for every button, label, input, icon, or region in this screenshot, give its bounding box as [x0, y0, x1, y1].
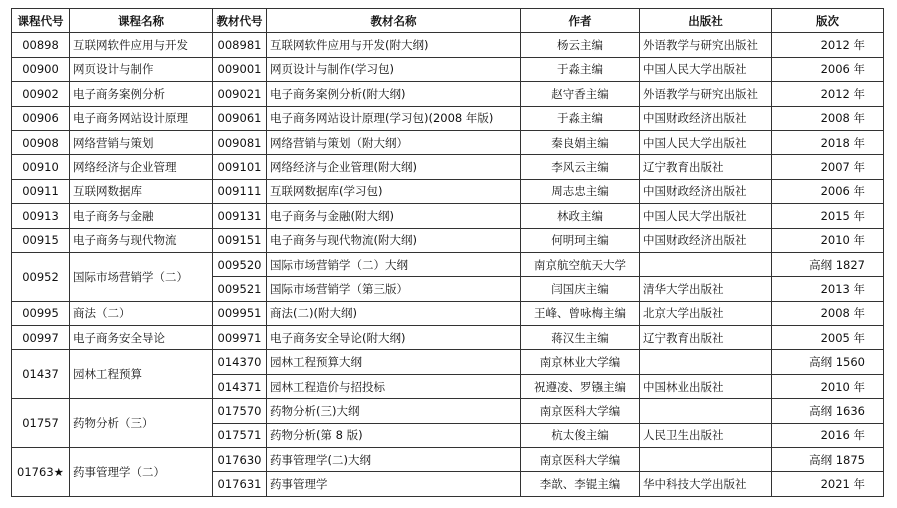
edition-cell: 2021 年: [772, 472, 884, 496]
course-name-cell: 网络经济与企业管理: [70, 155, 213, 179]
header-course-code: 课程代号: [12, 9, 70, 33]
header-publisher: 出版社: [640, 9, 772, 33]
book-title-cell: 互联网数据库(学习包): [267, 179, 521, 203]
publisher-cell: 中国林业出版社: [640, 374, 772, 398]
book-title-cell: 电子商务案例分析(附大纲): [267, 82, 521, 106]
edition-cell: 2006 年: [772, 179, 884, 203]
header-edition: 版次: [772, 9, 884, 33]
book-code-cell: 009951: [213, 301, 267, 325]
author-cell: 蒋汉生主编: [521, 326, 640, 350]
edition-cell: 高纲 1636: [772, 399, 884, 423]
author-cell: 李歆、李锟主编: [521, 472, 640, 496]
publisher-cell: 清华大学出版社: [640, 277, 772, 301]
book-code-cell: 009001: [213, 57, 267, 81]
table-row: [12, 350, 884, 374]
course-code-cell: 00910: [12, 155, 70, 179]
book-code-cell: 009061: [213, 106, 267, 130]
table-row: [12, 82, 884, 106]
book-code-cell: 014370: [213, 350, 267, 374]
table-row: [12, 399, 884, 423]
table-row: [12, 252, 884, 276]
book-title-cell: 电子商务安全导论(附大纲): [267, 326, 521, 350]
course-code-cell: 00906: [12, 106, 70, 130]
table-row: [12, 228, 884, 252]
course-name-cell: 电子商务安全导论: [70, 326, 213, 350]
textbook-table-container: [11, 8, 884, 497]
book-code-cell: 014371: [213, 374, 267, 398]
course-name-cell: 电子商务与金融: [70, 204, 213, 228]
publisher-cell: 中国人民大学出版社: [640, 130, 772, 154]
edition-cell: 高纲 1875: [772, 448, 884, 472]
book-code-cell: 009521: [213, 277, 267, 301]
edition-cell: 2016 年: [772, 423, 884, 447]
book-title-cell: 药物分析(三)大纲: [267, 399, 521, 423]
table-row: [12, 106, 884, 130]
book-title-cell: 电子商务与金融(附大纲): [267, 204, 521, 228]
book-title-cell: 国际市场营销学（二）大纲: [267, 252, 521, 276]
book-title-cell: 园林工程预算大纲: [267, 350, 521, 374]
book-code-cell: 009151: [213, 228, 267, 252]
course-name-cell: 互联网软件应用与开发: [70, 33, 213, 57]
book-code-cell: 009081: [213, 130, 267, 154]
table-header: [12, 9, 884, 33]
publisher-cell: 辽宁教育出版社: [640, 326, 772, 350]
course-code-cell: 01437: [12, 350, 70, 399]
publisher-cell: [640, 350, 772, 374]
book-code-cell: 017570: [213, 399, 267, 423]
table-row: [12, 33, 884, 57]
header-author: 作者: [521, 9, 640, 33]
course-name-cell: 药事管理学（二）: [70, 448, 213, 497]
author-cell: 李风云主编: [521, 155, 640, 179]
edition-cell: 2010 年: [772, 374, 884, 398]
course-code-cell: 00911: [12, 179, 70, 203]
course-name-cell: 电子商务网站设计原理: [70, 106, 213, 130]
course-name-cell: 互联网数据库: [70, 179, 213, 203]
author-cell: 何明珂主编: [521, 228, 640, 252]
book-title-cell: 网络营销与策划（附大纲）: [267, 130, 521, 154]
edition-cell: 2012 年: [772, 82, 884, 106]
book-code-cell: 009520: [213, 252, 267, 276]
author-cell: 闫国庆主编: [521, 277, 640, 301]
author-cell: 杨云主编: [521, 33, 640, 57]
book-code-cell: 009131: [213, 204, 267, 228]
edition-cell: 2013 年: [772, 277, 884, 301]
course-name-cell: 园林工程预算: [70, 350, 213, 399]
edition-cell: 2012 年: [772, 33, 884, 57]
course-name-cell: 药物分析（三）: [70, 399, 213, 448]
publisher-cell: 外语教学与研究出版社: [640, 33, 772, 57]
edition-cell: 2008 年: [772, 106, 884, 130]
header-book-code: 教材代号: [213, 9, 267, 33]
book-title-cell: 商法(二)(附大纲): [267, 301, 521, 325]
course-code-cell: 00908: [12, 130, 70, 154]
publisher-cell: 辽宁教育出版社: [640, 155, 772, 179]
course-name-cell: 网络营销与策划: [70, 130, 213, 154]
author-cell: 南京医科大学编: [521, 448, 640, 472]
book-code-cell: 017571: [213, 423, 267, 447]
publisher-cell: 中国人民大学出版社: [640, 204, 772, 228]
author-cell: 赵守香主编: [521, 82, 640, 106]
edition-cell: 2006 年: [772, 57, 884, 81]
course-name-cell: 电子商务案例分析: [70, 82, 213, 106]
table-body: [12, 33, 884, 496]
publisher-cell: 中国财政经济出版社: [640, 106, 772, 130]
edition-cell: 2018 年: [772, 130, 884, 154]
table-row: [12, 301, 884, 325]
publisher-cell: 人民卫生出版社: [640, 423, 772, 447]
table-row: [12, 204, 884, 228]
author-cell: 秦良娟主编: [521, 130, 640, 154]
edition-cell: 2010 年: [772, 228, 884, 252]
course-code-cell: 00997: [12, 326, 70, 350]
course-name-cell: 网页设计与制作: [70, 57, 213, 81]
author-cell: 祝遵凌、罗镪主编: [521, 374, 640, 398]
book-code-cell: 009101: [213, 155, 267, 179]
author-cell: 林政主编: [521, 204, 640, 228]
book-code-cell: 008981: [213, 33, 267, 57]
book-title-cell: 药事管理学: [267, 472, 521, 496]
author-cell: 南京航空航天大学: [521, 252, 640, 276]
book-code-cell: 009111: [213, 179, 267, 203]
publisher-cell: 中国人民大学出版社: [640, 57, 772, 81]
table-row: [12, 448, 884, 472]
header-book-title: 教材名称: [267, 9, 521, 33]
edition-cell: 2008 年: [772, 301, 884, 325]
edition-cell: 2005 年: [772, 326, 884, 350]
publisher-cell: 中国财政经济出版社: [640, 179, 772, 203]
author-cell: 南京医科大学编: [521, 399, 640, 423]
course-name-cell: 国际市场营销学（二）: [70, 252, 213, 301]
author-cell: 于淼主编: [521, 106, 640, 130]
book-title-cell: 网络经济与企业管理(附大纲): [267, 155, 521, 179]
author-cell: 杭太俊主编: [521, 423, 640, 447]
edition-cell: 2015 年: [772, 204, 884, 228]
publisher-cell: [640, 399, 772, 423]
book-code-cell: 017630: [213, 448, 267, 472]
table-row: [12, 326, 884, 350]
table-row: [12, 179, 884, 203]
author-cell: 周志忠主编: [521, 179, 640, 203]
course-code-cell: 00952: [12, 252, 70, 301]
book-code-cell: 009971: [213, 326, 267, 350]
book-code-cell: 017631: [213, 472, 267, 496]
publisher-cell: 华中科技大学出版社: [640, 472, 772, 496]
book-code-cell: 009021: [213, 82, 267, 106]
author-cell: 南京林业大学编: [521, 350, 640, 374]
publisher-cell: 北京大学出版社: [640, 301, 772, 325]
table-row: [12, 155, 884, 179]
book-title-cell: 药物分析(第 8 版): [267, 423, 521, 447]
course-code-cell: 01757: [12, 399, 70, 448]
course-code-cell: 00995: [12, 301, 70, 325]
publisher-cell: [640, 252, 772, 276]
table-row: [12, 57, 884, 81]
author-cell: 王峰、曾咏梅主编: [521, 301, 640, 325]
textbook-table: [11, 8, 884, 497]
course-code-cell: 01763★: [12, 448, 70, 497]
course-name-cell: 电子商务与现代物流: [70, 228, 213, 252]
edition-cell: 高纲 1827: [772, 252, 884, 276]
publisher-cell: 外语教学与研究出版社: [640, 82, 772, 106]
book-title-cell: 园林工程造价与招投标: [267, 374, 521, 398]
edition-cell: 2007 年: [772, 155, 884, 179]
course-code-cell: 00900: [12, 57, 70, 81]
course-code-cell: 00902: [12, 82, 70, 106]
book-title-cell: 网页设计与制作(学习包): [267, 57, 521, 81]
publisher-cell: 中国财政经济出版社: [640, 228, 772, 252]
book-title-cell: 药事管理学(二)大纲: [267, 448, 521, 472]
author-cell: 于淼主编: [521, 57, 640, 81]
book-title-cell: 电子商务网站设计原理(学习包)(2008 年版): [267, 106, 521, 130]
header-course-name: 课程名称: [70, 9, 213, 33]
course-code-cell: 00915: [12, 228, 70, 252]
book-title-cell: 互联网软件应用与开发(附大纲): [267, 33, 521, 57]
publisher-cell: [640, 448, 772, 472]
edition-cell: 高纲 1560: [772, 350, 884, 374]
header-row: [12, 9, 884, 33]
course-code-cell: 00913: [12, 204, 70, 228]
book-title-cell: 国际市场营销学（第三版）: [267, 277, 521, 301]
table-row: [12, 130, 884, 154]
course-code-cell: 00898: [12, 33, 70, 57]
book-title-cell: 电子商务与现代物流(附大纲): [267, 228, 521, 252]
course-name-cell: 商法（二）: [70, 301, 213, 325]
